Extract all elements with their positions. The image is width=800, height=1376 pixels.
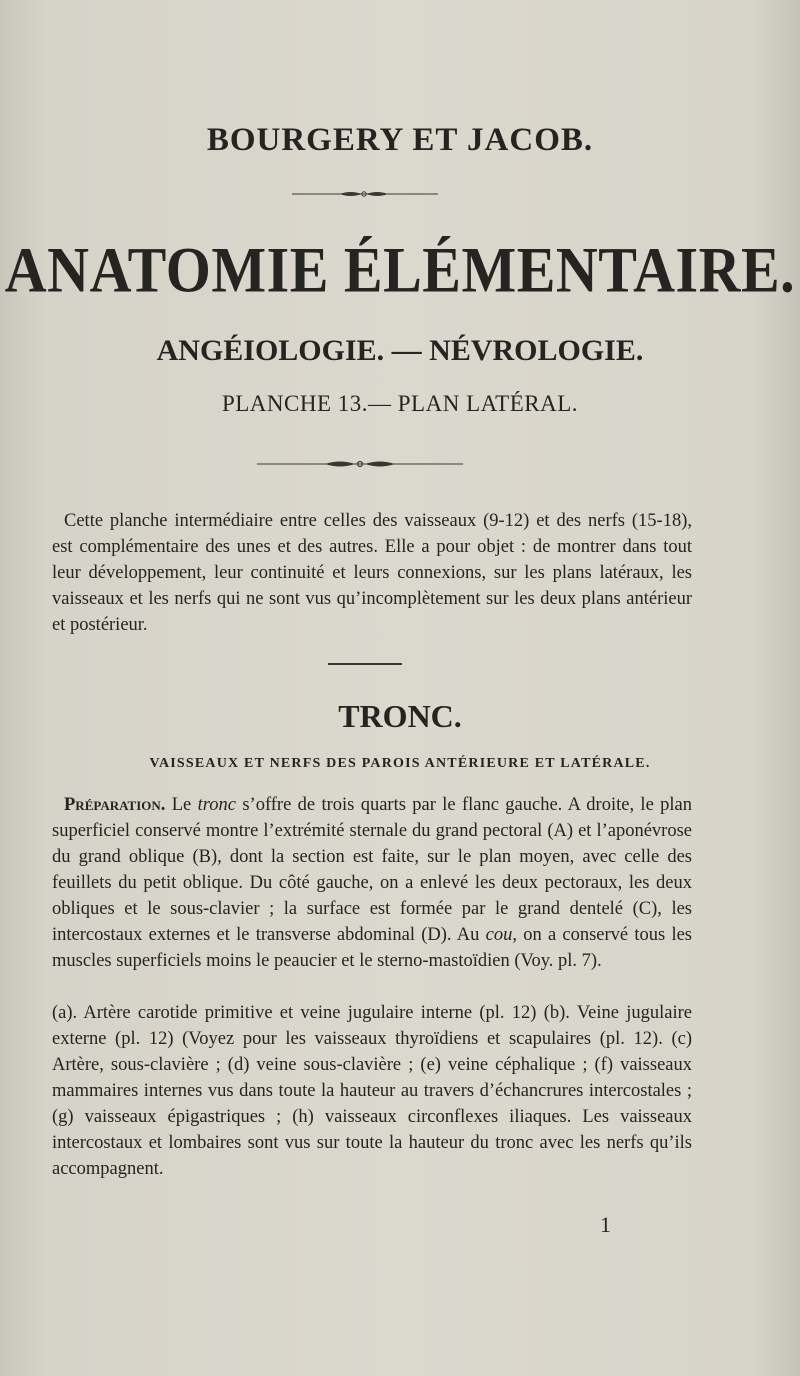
preparation-text-2: s’offre de trois quarts par le flanc gauche. A droite, le plan superficiel conservé montre l’extrémité sternale du grand pectoral (A) et l’aponévrose du grand oblique (B), dont la section est faite, sur le plan moyen, avec celle des feuillets du petit oblique. Du côté gauche, on a enlevé les deux pectoraux, les deux obliques et le sous-clavier ; la surface est formée par le grand dentelé (C), les intercostaux externes et le transverse abdominal (D). Au — [52, 795, 692, 945]
preparation-label: Préparation. — [64, 795, 166, 815]
subtitle: ANGÉIOLOGIE. — NÉVROLOGIE. — [156, 334, 644, 367]
preparation-paragraph — [52, 792, 692, 974]
main-title: ANATOMIE ÉLÉMENTAIRE. — [4, 233, 796, 306]
author-heading: BOURGERY ET JACOB. — [206, 122, 594, 158]
section-subtitle: VAISSEAUX ET NERFS DES PAROIS ANTÉRIEURE ET LATÉRALE. — [149, 756, 651, 771]
page-number: 1 — [600, 1212, 611, 1237]
section-rule — [328, 662, 402, 666]
preparation-text-3: , on a conservé tous les muscles superficiels moins le peaucier et le sterno-mastoïdien (Voy. pl. 7). — [52, 925, 692, 971]
legend-paragraph: (a). Artère carotide primitive et veine jugulaire interne (pl. 12) (b). Veine jugulaire externe (pl. 12) (Voyez pour les vaisseaux thyroïdiens et scapulaires (pl. 12). (c) Artère, sous-clavière ; (d) veine sous-clavière ; (e) veine céphalique ; (f) vaisseaux mammaires internes vus dans toute la hauteur au travers d’échancrures intercostales ; (g) vaisseaux épigastriques ; (h) vaisseaux circonflexes iliaques. Les vaisseaux intercostaux et lombaires sont vus sur toute la hauteur du tronc avec les nerfs qu’ils accompagnent. — [52, 1003, 692, 1179]
preparation-cou: cou — [485, 925, 513, 945]
preparation-tronc: tronc — [197, 795, 236, 815]
plate-title: PLANCHE 13.— PLAN LATÉRAL. — [221, 391, 579, 416]
section-title: TRONC. — [338, 698, 462, 734]
intro-paragraph: Cette planche intermédiaire entre celles des vaisseaux (9-12) et des nerfs (15-18), est complémentaire des unes et des autres. Elle a pour objet : de montrer dans tout leur développement, leur continuité et leurs connexions, sur les plans latéraux, les vaisseaux et les nerfs qui ne sont vus qu’incomplètement sur les deux plans antérieur et postérieur. — [52, 511, 692, 635]
preparation-text-1: Le — [165, 795, 198, 815]
ornament-rule-top — [290, 188, 440, 200]
ornament-rule-middle — [255, 458, 465, 470]
